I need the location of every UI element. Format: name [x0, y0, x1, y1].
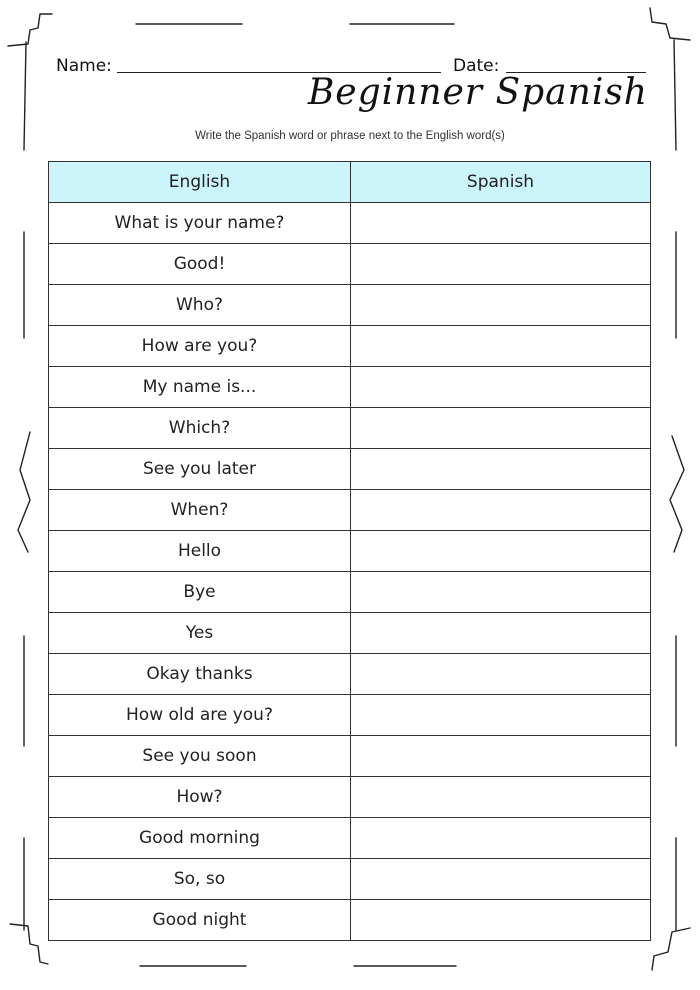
table-row	[49, 408, 651, 449]
spanish-answer-cell[interactable]	[351, 900, 651, 941]
table-row	[49, 449, 651, 490]
english-word-cell: Bye	[49, 572, 351, 613]
english-word-cell: How?	[49, 777, 351, 818]
spanish-answer-cell[interactable]	[351, 777, 651, 818]
spanish-answer-cell[interactable]	[351, 203, 651, 244]
english-word-cell: Good night	[49, 900, 351, 941]
vocabulary-table	[48, 161, 651, 941]
english-word-cell: Yes	[49, 613, 351, 654]
table-row	[49, 613, 651, 654]
english-word-cell: Who?	[49, 285, 351, 326]
spanish-answer-cell[interactable]	[351, 490, 651, 531]
table-row	[49, 900, 651, 941]
table-row	[49, 285, 651, 326]
spanish-answer-cell[interactable]	[351, 408, 651, 449]
table-row	[49, 736, 651, 777]
english-word-cell: So, so	[49, 859, 351, 900]
vocabulary-rows	[49, 203, 651, 941]
english-word-cell: Good morning	[49, 818, 351, 859]
column-header-english: English	[49, 162, 351, 203]
spanish-answer-cell[interactable]	[351, 654, 651, 695]
spanish-answer-cell[interactable]	[351, 572, 651, 613]
english-word-cell: Okay thanks	[49, 654, 351, 695]
english-word-cell: See you soon	[49, 736, 351, 777]
instruction-text: Write the Spanish word or phrase next to the English word(s)	[195, 130, 505, 142]
date-label: Date:	[453, 56, 500, 76]
table-row	[49, 367, 651, 408]
table-row	[49, 326, 651, 367]
spanish-answer-cell[interactable]	[351, 244, 651, 285]
table-row	[49, 572, 651, 613]
table-header-row	[49, 162, 651, 203]
spanish-answer-cell[interactable]	[351, 531, 651, 572]
table-row	[49, 244, 651, 285]
english-word-cell: Hello	[49, 531, 351, 572]
spanish-answer-cell[interactable]	[351, 367, 651, 408]
column-header-spanish: Spanish	[351, 162, 651, 203]
spanish-answer-cell[interactable]	[351, 818, 651, 859]
english-word-cell: My name is...	[49, 367, 351, 408]
table-row	[49, 695, 651, 736]
english-word-cell: See you later	[49, 449, 351, 490]
spanish-answer-cell[interactable]	[351, 695, 651, 736]
table-row	[49, 203, 651, 244]
spanish-answer-cell[interactable]	[351, 449, 651, 490]
spanish-answer-cell[interactable]	[351, 285, 651, 326]
table-row	[49, 818, 651, 859]
english-word-cell: How old are you?	[49, 695, 351, 736]
spanish-answer-cell[interactable]	[351, 326, 651, 367]
english-word-cell: How are you?	[49, 326, 351, 367]
english-word-cell: Good!	[49, 244, 351, 285]
name-label: Name:	[56, 56, 112, 76]
spanish-answer-cell[interactable]	[351, 613, 651, 654]
table-row	[49, 490, 651, 531]
spanish-answer-cell[interactable]	[351, 859, 651, 900]
table-row	[49, 531, 651, 572]
english-word-cell: What is your name?	[49, 203, 351, 244]
table-row	[49, 777, 651, 818]
english-word-cell: Which?	[49, 408, 351, 449]
table-row	[49, 859, 651, 900]
worksheet-title: Beginner Spanish	[307, 72, 648, 113]
english-word-cell: When?	[49, 490, 351, 531]
table-row	[49, 654, 651, 695]
spanish-answer-cell[interactable]	[351, 736, 651, 777]
